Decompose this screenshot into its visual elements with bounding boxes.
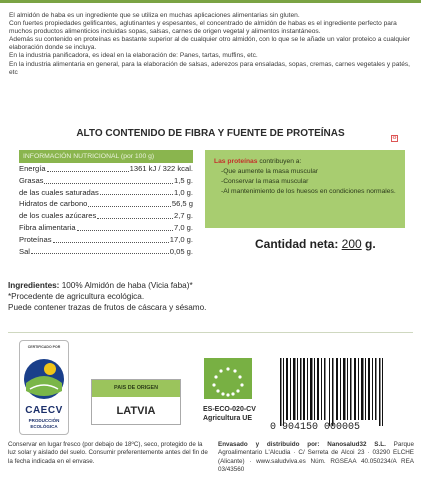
ingredients-note: *Procedente de agricultura ecológica.: [8, 292, 145, 302]
recycle-icon: ♻: [392, 135, 397, 141]
origin-label: PAIS DE ORIGEN: [92, 380, 180, 397]
nutrition-row: [19, 222, 193, 234]
protein-claim-item: -Conservar la masa muscular: [221, 178, 309, 185]
eu-code: ES-ECO-020-CV: [203, 406, 256, 413]
nutrition-value: 1361 kJ / 322 kcal.: [129, 164, 193, 173]
nutrition-value: 2,7 g.: [174, 211, 193, 221]
nutrition-label: Proteínas: [19, 234, 52, 244]
dotted-leader: [97, 210, 173, 219]
net-quantity-value: 200: [341, 237, 362, 251]
nutrition-label: de los cuales azúcares: [19, 211, 97, 221]
nutrition-label: Energía: [19, 164, 46, 173]
intro-paragraph: Además su contenido en proteínas es bastante superior al de cualquier otro almidón, con lo que se le añade un valor proteico a cualquier elaboración donde se incluya.: [9, 36, 411, 52]
protein-claim-item: -Que aumente la masa muscular: [221, 168, 319, 175]
dotted-leader: [31, 246, 169, 255]
intro-paragraph: Con fuertes propiedades gelificantes, aglutinantes y espesantes, el concentrado de almidón de habas es el ingrediente perfecto para muchos productos alimenticios incluidas sopas, salsas, carnes de origen vegetal y alimentos instantáneos.: [9, 20, 397, 36]
eu-organic-code: [203, 405, 256, 424]
nutrition-label: de las cuales saturadas: [19, 187, 99, 197]
dotted-leader: [77, 222, 173, 231]
intro-paragraph: En la industria panificadora, es ideal en la elaboración de: Panes, tartas, muffins, etc.: [9, 52, 258, 60]
intro-paragraph: El almidón de haba es un ingrediente que se utiliza en muchas aplicaciones alimentarias sin gluten.: [9, 12, 300, 19]
ingredients-label: Ingredientes:: [8, 281, 60, 290]
distributor-lead: Envasado y distribuido por: Nanosalud32 S.L.: [218, 441, 386, 448]
origin-country: LATVIA: [116, 405, 156, 417]
caecv-subtitle: [20, 418, 68, 429]
distributor-details: Parque Agroalimentario L'Alcudia · C/ Serreta de Alcoi 23 · 03290 ELCHE (Alicante) · www.saludviva.es Núm. RGSEAA 40.050234/A REA 03/43560: [218, 441, 414, 474]
distributor-info: [218, 441, 414, 475]
nutrition-row: [19, 163, 193, 175]
nutrition-value: 56,5 g: [171, 199, 193, 209]
dotted-leader: [44, 175, 173, 184]
nutrition-row: [19, 246, 193, 258]
dotted-leader: [100, 187, 173, 196]
nutrition-value: 1,5 g.: [174, 175, 193, 185]
protein-highlight: Las proteínas: [214, 158, 258, 165]
caecv-certified-by: CERTIFICADO POR: [27, 345, 61, 349]
protein-claim-item: -Al mantenimiento de los huesos en condiciones normales.: [221, 188, 396, 195]
origin-box: [91, 379, 181, 425]
section-separator: [8, 332, 413, 333]
nutrition-value: 7,0 g.: [174, 222, 193, 232]
intro-paragraph: En la industria alimentaria en general, para la elaboración de salsas, aderezos para ensaladas, sopas, cremas, carnes vegetales y patés, etc: [9, 60, 410, 76]
headline: ALTO CONTENIDO DE FIBRA Y FUENTE DE PROTEÍNAS: [76, 128, 345, 139]
eu-agriculture: Agricultura UE: [203, 415, 253, 423]
nutrition-row: [19, 210, 193, 222]
caecv-subtitle-line: ECOLÓGICA: [30, 423, 58, 429]
caecv-certification-logo: [19, 340, 69, 435]
dotted-leader: [47, 163, 129, 172]
nutrition-label: Hidratos de carbono: [19, 199, 88, 209]
nutrition-value: 17,0 g.: [169, 234, 193, 244]
barcode-icon: [272, 356, 402, 430]
protein-lead-text: contribuyen a:: [257, 158, 302, 165]
nutrition-header: INFORMACIÓN NUTRICIONAL (por 100 g): [19, 150, 193, 163]
net-quantity: [255, 237, 376, 251]
ingredients-block: [8, 280, 206, 314]
dotted-leader: [88, 198, 170, 207]
eu-leaf-icon: [204, 358, 252, 399]
nutrition-table: [19, 150, 193, 257]
dotted-leader: [53, 234, 169, 243]
storage-instructions: Conservar en lugar fresco (por debajo de 18ºC), seco, protegido de la luz solar y aislado del suelo. Consumir preferentemente antes del fin de la fecha indicada en el envase.: [8, 441, 208, 465]
caecv-name: CAECV: [25, 405, 63, 416]
barcode-digits: 0 904150 000005: [270, 422, 361, 433]
caecv-subtitle-line: PRODUCCIÓN: [28, 418, 60, 423]
protein-claims-lead: [214, 157, 396, 167]
top-green-band: [0, 0, 421, 3]
nutrition-value: 0,05 g.: [169, 246, 193, 256]
nutrition-row: [19, 187, 193, 199]
ingredients-text: 100% Almidón de haba (Vicia faba)*: [59, 281, 193, 290]
allergen-note: Puede contener trazas de frutos de cáscara y sésamo.: [8, 303, 207, 313]
net-quantity-label: Cantidad neta:: [255, 237, 342, 251]
nutrition-row: [19, 234, 193, 246]
intro-text: [9, 12, 413, 77]
net-quantity-unit: g.: [365, 237, 376, 251]
protein-claims-box: [205, 150, 405, 228]
eu-organic-logo-icon: [204, 358, 252, 399]
caecv-emblem-icon: [20, 351, 68, 405]
nutrition-row: [19, 175, 193, 187]
nutrition-label: Fibra alimentaria: [19, 222, 76, 232]
ingredients-line: [8, 280, 206, 291]
nutrition-value: 1,0 g.: [174, 187, 193, 197]
nutrition-label: Sal: [19, 246, 30, 256]
nutrition-label: Grasas: [19, 175, 44, 185]
nutrition-row: [19, 198, 193, 210]
